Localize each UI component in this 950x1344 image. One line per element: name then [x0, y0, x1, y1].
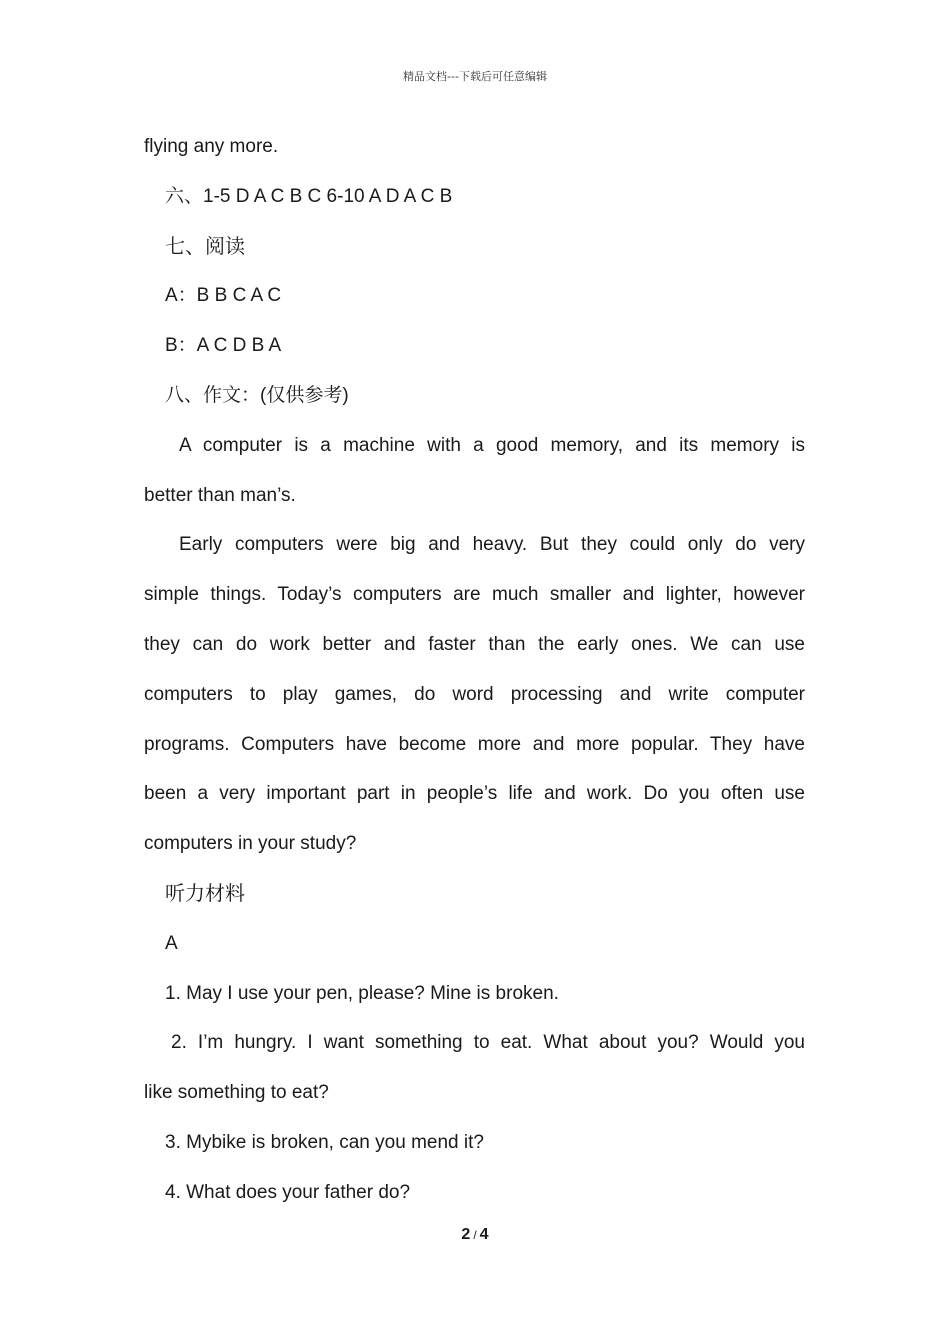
text-line: flying any more.: [144, 136, 279, 157]
essay-line: A computer is a machine with a good memory, and its memory is: [179, 434, 805, 456]
essay-line: computers to play games, do word processing and write computer: [144, 683, 805, 705]
section-heading-listening: 听力材料: [165, 880, 245, 905]
listening-item: 2. I’m hungry. I want something to eat. What about you? Would you: [171, 1032, 805, 1054]
page-number: [0, 1226, 950, 1244]
section-heading-composition: 八、作文：(仅供参考): [165, 384, 349, 406]
essay-line: been a very important part in people’s life and work. Do you often use: [144, 783, 805, 805]
essay-line: computers in your study?: [144, 833, 357, 855]
total-pages: 4: [479, 1226, 489, 1243]
listening-item: 3. Mybike is broken, can you mend it?: [165, 1131, 484, 1153]
page-separator: /: [473, 1228, 477, 1242]
answer-line-section-6: 六、1-5 D A C B C 6-10 A D A C B: [165, 185, 453, 207]
essay-line: they can do work better and faster than the early ones. We can use: [144, 633, 805, 655]
listening-part-label: A: [165, 932, 178, 954]
document-body: [144, 122, 805, 1218]
listening-item: 1. May I use your pen, please? Mine is broken.: [165, 982, 559, 1004]
essay-line: programs. Computers have become more and more popular. They have: [144, 733, 805, 755]
answer-line-reading-b: B：A C D B A: [165, 335, 282, 357]
page-header: 精品文档---下载后可任意编辑: [403, 70, 547, 83]
answer-line-reading-a: A：B B C A C: [165, 285, 282, 307]
essay-line: better than man’s.: [144, 484, 296, 506]
essay-line: simple things. Today’s computers are much smaller and lighter, however: [144, 584, 805, 606]
listening-item: 4. What does your father do?: [165, 1181, 411, 1203]
essay-line: Early computers were big and heavy. But they could only do very: [179, 534, 805, 556]
section-heading-reading: 七、阅读: [165, 233, 245, 258]
current-page: 2: [461, 1226, 471, 1243]
listening-item: like something to eat?: [144, 1082, 329, 1104]
